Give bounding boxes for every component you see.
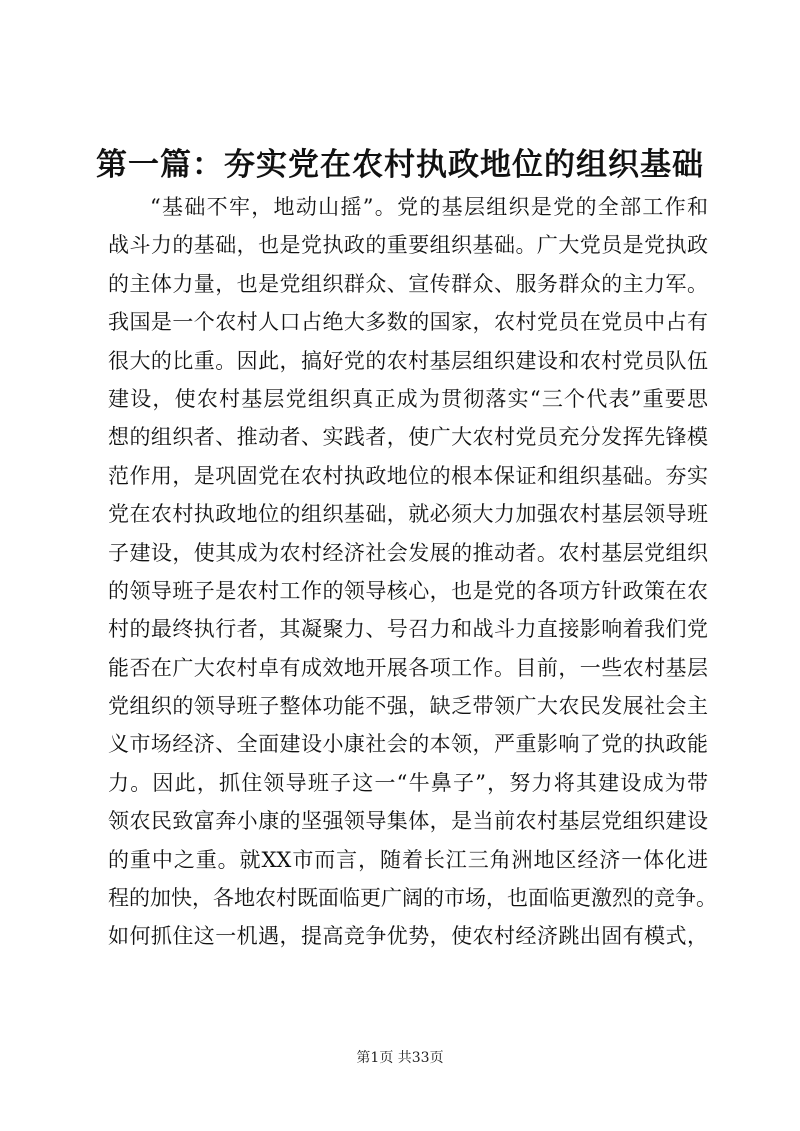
body-line: 如何抓住这一机遇，提高竞争优势，使农村经济跳出固有模式，	[108, 924, 708, 949]
body-line: 想的组织者、推动者、实践者，使广大农村党员充分发挥先锋模	[108, 425, 708, 450]
body-line: 子建设，使其成为农村经济社会发展的推动者。农村基层党组织	[108, 540, 708, 565]
document-title: 第一篇：夯实党在农村执政地位的组织基础	[96, 147, 704, 183]
body-line: 党在农村执政地位的组织基础，就必须大力加强农村基层领导班	[108, 502, 708, 527]
body-line: 程的加快，各地农村既面临更广阔的市场，也面临更激烈的竞争。	[108, 886, 717, 911]
body-line: 党组织的领导班子整体功能不强，缺乏带领广大农民发展社会主	[108, 694, 708, 719]
page-number-footer: 第1页 共33页	[356, 1050, 444, 1066]
body-line: “基础不牢，地动山摇”。党的基层组织是党的全部工作和	[150, 195, 708, 219]
body-line: 义市场经济、全面建设小康社会的本领，严重影响了党的执政能	[108, 732, 708, 757]
body-line: 我国是一个农村人口占绝大多数的国家，农村党员在党员中占有	[108, 310, 708, 335]
body-line: 能否在广大农村卓有成效地开展各项工作。目前，一些农村基层	[108, 655, 708, 680]
body-line: 战斗力的基础，也是党执政的重要组织基础。广大党员是党执政	[108, 233, 708, 258]
body-line: 建设，使农村基层党组织真正成为贯彻落实“三个代表”重要思	[108, 386, 708, 411]
body-line: 很大的比重。因此，搞好党的农村基层组织建设和农村党员队伍	[108, 348, 708, 373]
body-line: 的重中之重。就XX市而言，随着长江三角洲地区经济一体化进	[108, 847, 708, 872]
body-line: 力。因此，抓住领导班子这一“牛鼻子”，努力将其建设成为带	[108, 770, 708, 795]
body-line: 范作用，是巩固党在农村执政地位的根本保证和组织基础。夯实	[108, 463, 708, 488]
body-line: 领农民致富奔小康的坚强领导集体，是当前农村基层党组织建设	[108, 809, 708, 834]
body-line: 村的最终执行者，其凝聚力、号召力和战斗力直接影响着我们党	[108, 617, 708, 642]
body-line: 的主体力量，也是党组织群众、宣传群众、服务群众的主力军。	[108, 271, 708, 296]
body-line: 的领导班子是农村工作的领导核心，也是党的各项方针政策在农	[108, 578, 708, 603]
document-body	[108, 188, 717, 956]
